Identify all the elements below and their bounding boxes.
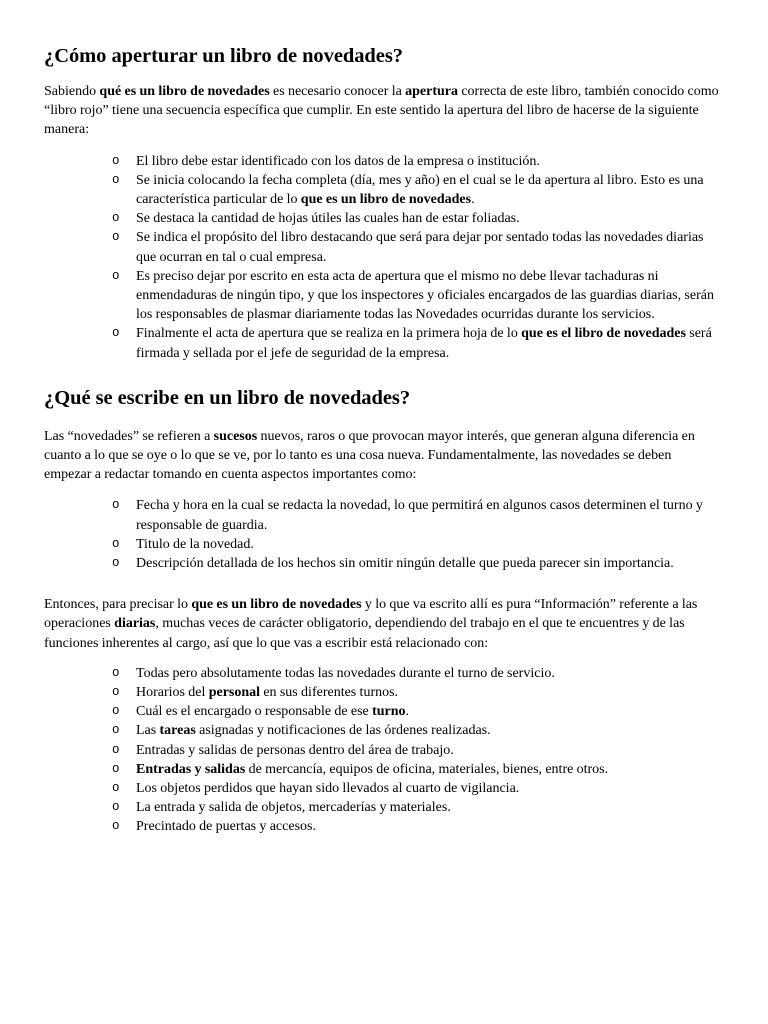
list-item-text xyxy=(136,554,722,573)
list-item-text xyxy=(136,152,722,171)
list-item xyxy=(88,721,722,740)
list-item-text xyxy=(136,817,722,836)
text-run: Los objetos perdidos que hayan sido llevados al cuarto de vigilancia. xyxy=(136,781,520,796)
bold-text-run: que es un libro de novedades xyxy=(300,191,472,207)
bullet-marker-icon: o xyxy=(112,211,120,226)
list-item xyxy=(88,798,722,817)
text-run: de mercancía, equipos de oficina, materiales, bienes, entre otros. xyxy=(245,761,609,777)
text-run: Cuál es el encargado o responsable de ese xyxy=(136,704,373,720)
text-run: Titulo de la novedad. xyxy=(136,536,254,552)
bullet-marker-icon: o xyxy=(112,684,120,699)
section-1-bullet-list xyxy=(44,152,722,363)
text-run: nuevos, raros o que provocan mayor interés, que generan alguna diferencia en cuanto a lo que se oye o lo que se ve, por lo tanto es una cosa nueva. Fundamentalmente, las novedades se deben empezar a redactar tomando en cuenta aspectos importantes como: xyxy=(44,428,695,483)
text-run: es necesario conocer la xyxy=(269,83,406,99)
bullet-marker-icon: o xyxy=(112,536,120,551)
bullet-marker-icon: o xyxy=(112,230,120,245)
bold-text-run: sucesos xyxy=(213,428,258,444)
list-item xyxy=(88,152,722,171)
list-item xyxy=(88,171,722,209)
text-run: Todas pero absolutamente todas las novedades durante el turno de servicio. xyxy=(136,665,555,681)
text-run: Entradas y salidas de personas dentro del área de trabajo. xyxy=(136,742,454,758)
bullet-list xyxy=(44,152,722,363)
text-run: , muchas veces de carácter obligatorio, dependiendo del trabajo en el que te encuentres y de las funciones inherentes al cargo, así que lo que vas a escribir está relacionado con: xyxy=(44,616,685,651)
bullet-marker-icon: o xyxy=(112,555,120,570)
list-item-text xyxy=(136,741,722,760)
list-item-text xyxy=(136,683,722,702)
text-run: . xyxy=(471,191,475,207)
text-run: asignadas y notificaciones de las órdenes realizadas. xyxy=(195,723,491,739)
list-item-text xyxy=(136,760,722,779)
list-item xyxy=(88,760,722,779)
list-item-text xyxy=(136,171,722,209)
list-item-text xyxy=(136,721,722,740)
text-run: Es preciso dejar por escrito en esta acta de apertura que el mismo no debe llevar tachaduras ni enmendaduras de ningún tipo, y que los inspectores y oficiales encargados de las guardias diarias, serán los responsables de plasmar diariamente todas las Novedades ocurridas durante los servicios. xyxy=(136,268,714,323)
text-run: Las “novedades” se refieren a xyxy=(44,428,214,444)
paragraph-text xyxy=(44,595,722,653)
list-item xyxy=(88,267,722,325)
list-item-text xyxy=(136,779,722,798)
section-1 xyxy=(44,45,722,68)
section-2-closing-paragraph xyxy=(44,595,722,653)
list-item xyxy=(88,683,722,702)
list-item-text xyxy=(136,798,722,817)
list-item xyxy=(88,817,722,836)
text-run: Descripción detallada de los hechos sin omitir ningún detalle que pueda parecer sin importancia. xyxy=(136,555,674,571)
section-1-intro-paragraph xyxy=(44,82,722,140)
list-item-text xyxy=(136,496,722,534)
text-run: El libro debe estar identificado con los datos de la empresa o institución. xyxy=(136,153,540,169)
page-title: ¿Cómo aperturar un libro de novedades? xyxy=(44,45,403,67)
list-item xyxy=(88,664,722,683)
text-run: Horarios del xyxy=(136,684,209,700)
text-run: correcta de este libro, también conocido como “libro rojo” tiene una secuencia específica que cumplir. En este sentido la apertura del libro de hacerse de la siguiente manera: xyxy=(44,83,719,138)
section-2-intro-paragraph xyxy=(44,427,722,485)
text-run: será firmada y sellada por el jefe de seguridad de la empresa. xyxy=(136,326,712,361)
bullet-marker-icon: o xyxy=(112,268,120,283)
bold-text-run: que es un libro de novedades xyxy=(191,597,362,613)
list-item-text xyxy=(136,228,722,266)
section-2-bullet-list xyxy=(44,496,722,573)
bullet-marker-icon: o xyxy=(112,153,120,168)
text-run: Se indica el propósito del libro destacando que será para dejar por sentado todas las novedades diarias que ocurran en tal o cual empresa. xyxy=(136,230,704,265)
paragraph-text xyxy=(44,82,722,140)
bullet-marker-icon: o xyxy=(112,172,120,187)
bullet-marker-icon: o xyxy=(112,819,120,834)
text-run: Finalmente el acta de apertura que se realiza en la primera hoja de lo xyxy=(136,326,522,342)
text-run: Sabiendo xyxy=(44,83,100,99)
list-item-text xyxy=(136,664,722,683)
text-run: Las xyxy=(136,723,160,739)
text-run: Se destaca la cantidad de hojas útiles las cuales han de estar foliadas. xyxy=(136,211,520,227)
list-item xyxy=(88,535,722,554)
bold-text-run: personal xyxy=(208,684,261,700)
list-item-text xyxy=(136,209,722,228)
list-item-text xyxy=(136,324,722,362)
bullet-list xyxy=(44,496,722,573)
bold-text-run: tareas xyxy=(159,723,196,739)
text-run: y lo que va escrito allí es pura “Información” referente a las operaciones xyxy=(44,597,698,632)
list-item xyxy=(88,741,722,760)
bullet-marker-icon: o xyxy=(112,665,120,680)
bold-text-run: apertura xyxy=(405,83,459,99)
list-item xyxy=(88,779,722,798)
list-item xyxy=(88,228,722,266)
section-2-closing-bullet-list xyxy=(44,664,722,837)
bullet-marker-icon: o xyxy=(112,761,120,776)
bold-text-run: Entradas y salidas xyxy=(136,761,246,777)
bold-text-run: turno xyxy=(372,704,406,720)
text-run: La entrada y salida de objetos, mercaderías y materiales. xyxy=(136,800,451,816)
text-run: Precintado de puertas y accesos. xyxy=(136,819,316,835)
bold-text-run: qué es un libro de novedades xyxy=(99,83,270,99)
text-run: Fecha y hora en la cual se redacta la novedad, lo que permitirá en algunos casos determinen el turno y responsable de guardia. xyxy=(136,498,703,533)
list-item xyxy=(88,209,722,228)
bold-text-run: diarias xyxy=(114,616,156,632)
section-2 xyxy=(44,387,722,410)
bullet-list xyxy=(44,664,722,837)
bullet-marker-icon: o xyxy=(112,704,120,719)
list-item-text xyxy=(136,267,722,325)
bullet-marker-icon: o xyxy=(112,723,120,738)
text-run: en sus diferentes turnos. xyxy=(260,684,399,700)
text-run: . xyxy=(405,704,410,720)
list-item xyxy=(88,324,722,362)
list-item xyxy=(88,554,722,573)
bullet-marker-icon: o xyxy=(112,800,120,815)
bullet-marker-icon: o xyxy=(112,781,120,795)
list-item-text xyxy=(136,702,722,721)
list-item xyxy=(88,702,722,721)
section-2-title: ¿Qué se escribe en un libro de novedades? xyxy=(44,386,411,409)
bullet-marker-icon: o xyxy=(112,498,120,513)
bold-text-run: que es el libro de novedades xyxy=(521,326,686,342)
text-run: Entonces, para precisar lo xyxy=(44,597,192,613)
list-item-text xyxy=(136,535,722,554)
paragraph-text xyxy=(44,427,722,485)
text-run: Se inicia colocando la fecha completa (día, mes y año) en el cual se le da apertura al libro. Esto es una característica particular de lo xyxy=(136,172,704,207)
bullet-marker-icon: o xyxy=(112,742,120,757)
list-item xyxy=(88,496,722,534)
bullet-marker-icon: o xyxy=(112,326,120,341)
